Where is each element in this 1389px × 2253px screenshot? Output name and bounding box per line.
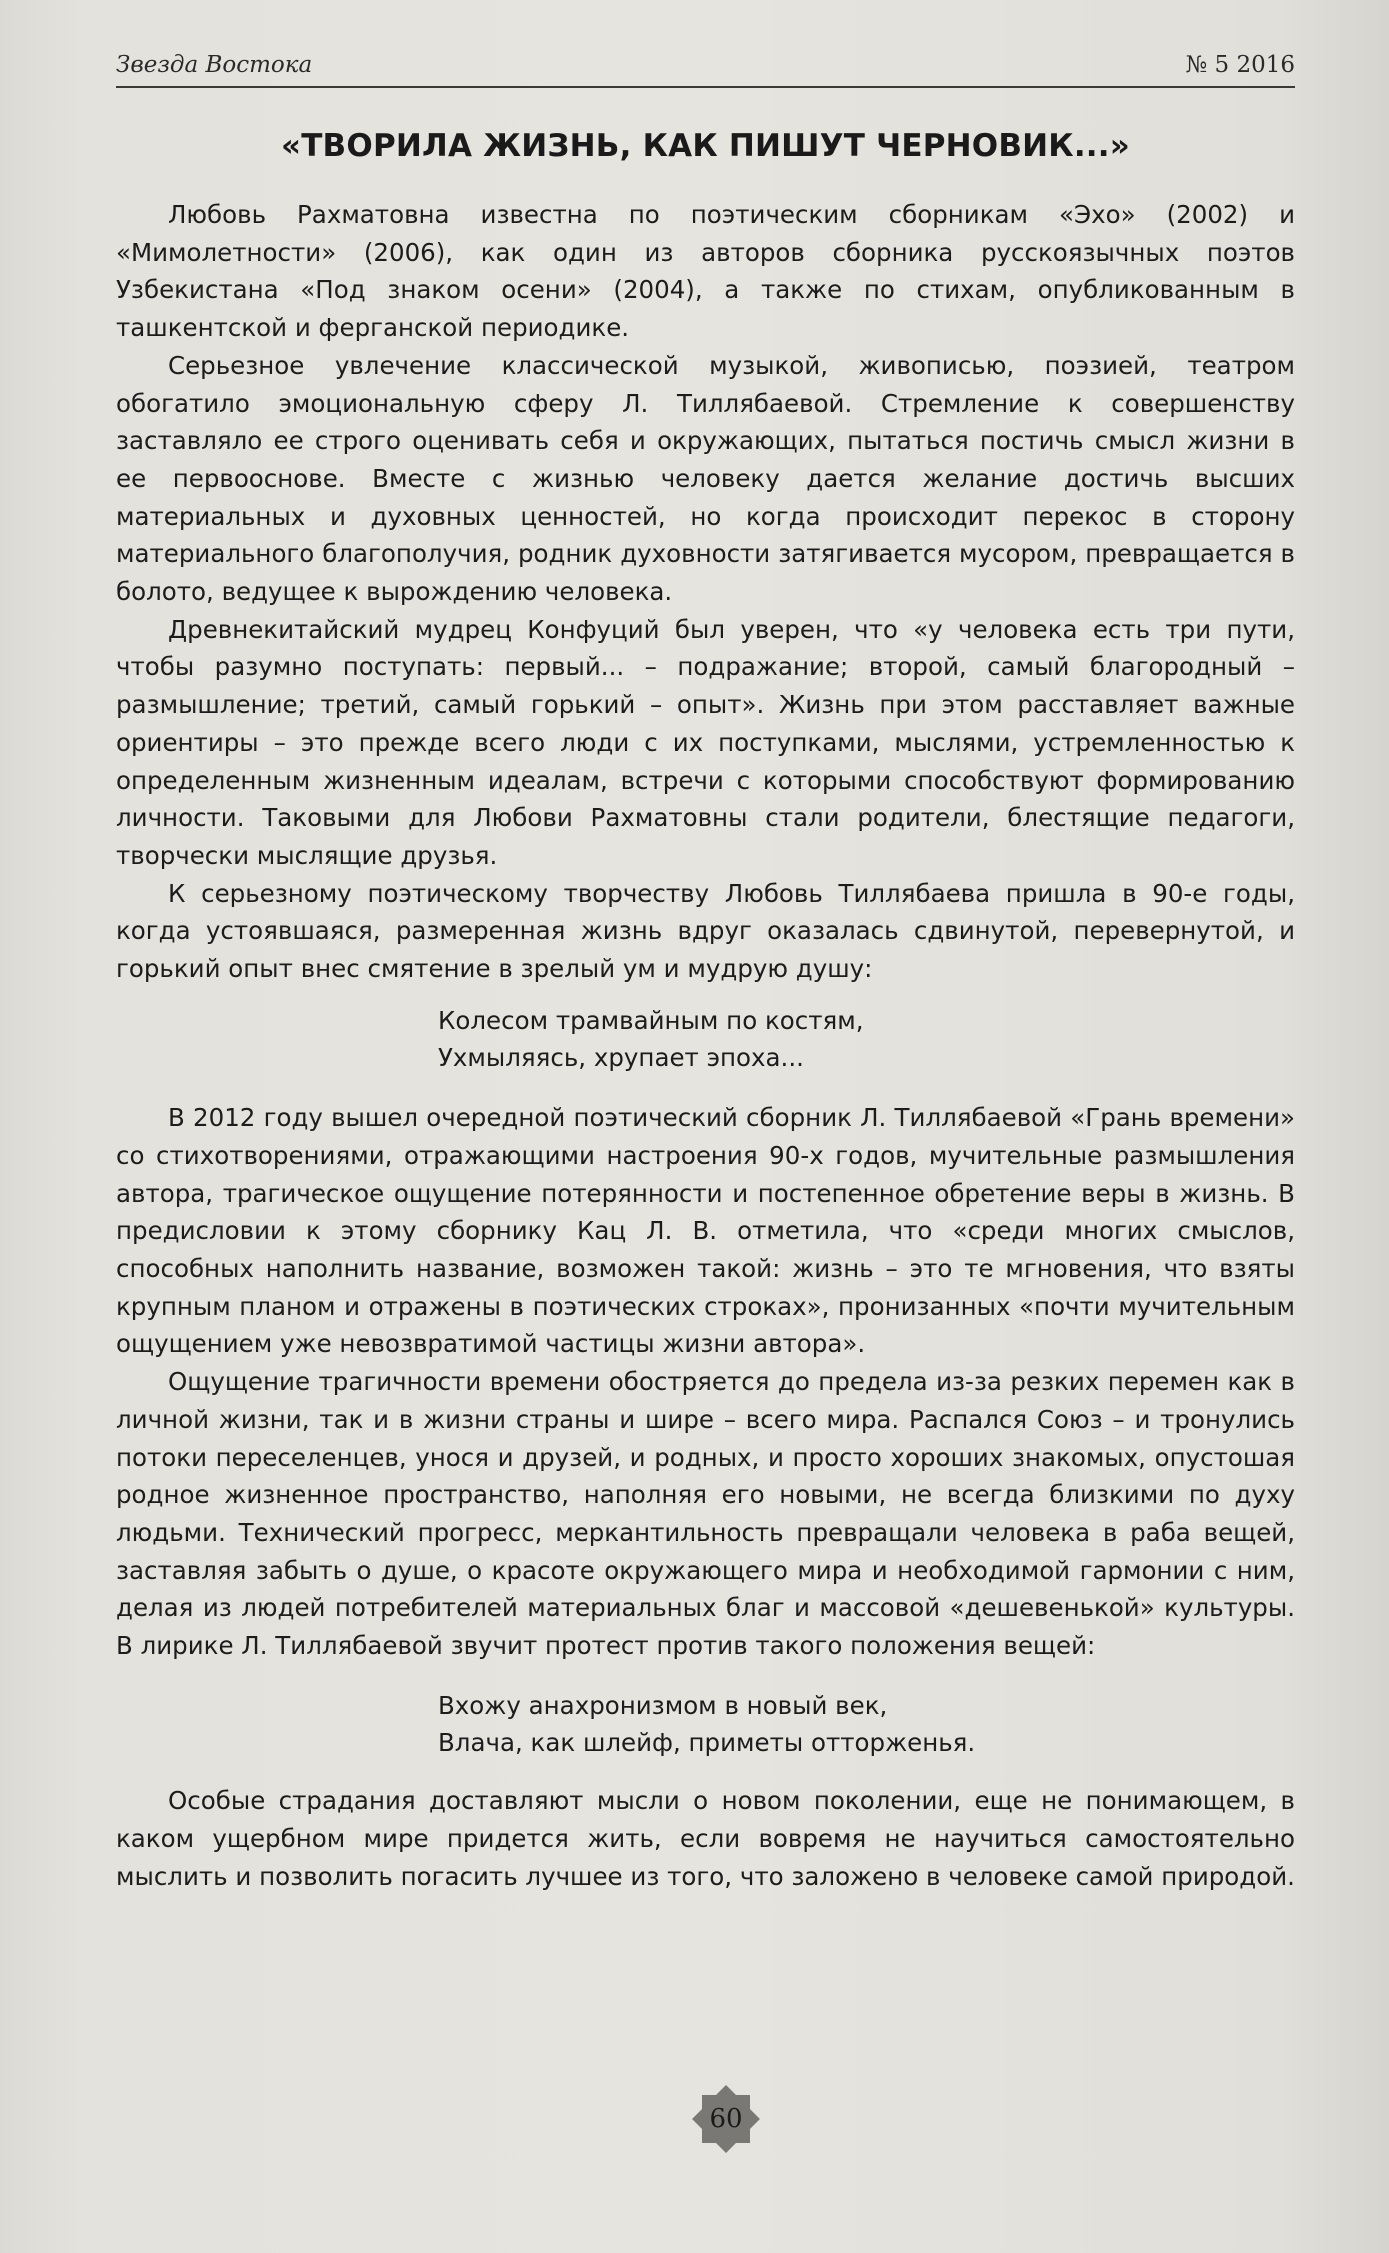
verse-line: Колесом трамвайным по костям, [438, 1005, 864, 1035]
verse-line: Ухмыляясь, хрупает эпоха... [438, 1043, 804, 1073]
paragraph: К серьезному поэтическому творчеству Любовь Тиллябаева пришла в 90-е годы, когда устоявшаяся, размеренная жизнь вдруг оказалась сдвинутой, перевернутой, и горький опыт внес смятение в зрелый ум и мудрую душу: [116, 878, 1295, 984]
paragraph: Любовь Рахматовна известна по поэтическим сборникам «Эхо» (2002) и «Мимолетности» (2006), как один из авторов сборника русскоязычных поэтов Узбекистана «Под знаком осени» (2004), а также по стихам, опубликованным в ташкентской и ферганской периодике. [116, 200, 1295, 343]
article-body [116, 196, 1295, 1895]
journal-name: Звезда Востока [116, 52, 313, 78]
article-title: «ТВОРИЛА ЖИЗНЬ, КАК ПИШУТ ЧЕРНОВИК...» [280, 128, 1130, 164]
paragraph: В 2012 году вышел очередной поэтический сборник Л. Тиллябаевой «Грань времени» со стихотворениями, отражающими настроения 90-х годов, мучительные размышления автора, трагическое ощущение потерянности и постепенное обретение веры в жизнь. В предисловии к этому сборнику Кац Л. В. отметила, что «среди многих смыслов, способных наполнить название, возможен такой: жизнь – это те мгновения, что взяты крупным планом и отражены в поэтических строках», пронизанных «почти мучительным ощущением уже невозвратимой частицы жизни автора». [116, 1103, 1295, 1359]
page-number: 60 [709, 2104, 743, 2134]
paragraph: Древнекитайский мудрец Конфуций был уверен, что «у человека есть три пути, чтобы разумно поступать: первый... – подражание; второй, самый благородный – размышление; третий, самый горький – опыт». Жизнь при этом расставляет важные ориентиры – это прежде всего люди с их поступками, мыслями, устремленностью к определенным жизненным идеалам, встречи с которыми способствуют формированию личности. Таковыми для Любови Рахматовны стали родители, блестящие педагоги, творчески мыслящие друзья. [116, 614, 1295, 870]
running-head [116, 48, 1295, 88]
verse-quote [116, 1687, 1295, 1762]
paragraph: Особые страдания доставляют мысли о новом поколении, еще не понимающем, в каком ущербном мире придется жить, если вовремя не научиться самостоятельно мыслить и позволить погасить лучшее из того, что заложено в человеке самой природой. [116, 1786, 1295, 1891]
issue-number: № 5 2016 [1185, 52, 1295, 78]
paragraph: Серьезное увлечение классической музыкой, живописью, поэзией, театром обогатило эмоциональную сферу Л. Тиллябаевой. Стремление к совершенству заставляло ее строго оценивать себя и окружающих, пытаться постичь смысл жизни в ее первооснове. Вместе с жизнью человеку дается желание достичь высших материальных и духовных ценностей, но когда происходит перекос в сторону материального благополучия, родник духовности затягивается мусором, превращается в болото, ведущее к вырождению человека. [116, 350, 1295, 607]
verse-line: Влача, как шлейф, приметы отторженья. [438, 1728, 976, 1758]
verse-line: Вхожу анахронизмом в новый век, [438, 1690, 888, 1720]
verse-quote [116, 1002, 1295, 1077]
paragraph: Ощущение трагичности времени обостряется до предела из-за резких перемен как в личной жизни, так и в жизни страны и шире – всего мира. Распался Союз – и тронулись потоки переселенцев, унося и друзей, и родных, и просто хороших знакомых, опустошая родное жизненное пространство, наполняя его новыми, не всегда близкими по духу людьми. Технический прогресс, меркантильность превращали человека в раба вещей, заставляя забыть о душе, о красоте окружающего мира и необходимой гармонии с ним, делая из людей потребителей материальных благ и массовой «дешевенькой» культуры. В лирике Л. Тиллябаевой звучит протест против такого положения вещей: [116, 1367, 1295, 1661]
page-number-badge [690, 2083, 762, 2155]
